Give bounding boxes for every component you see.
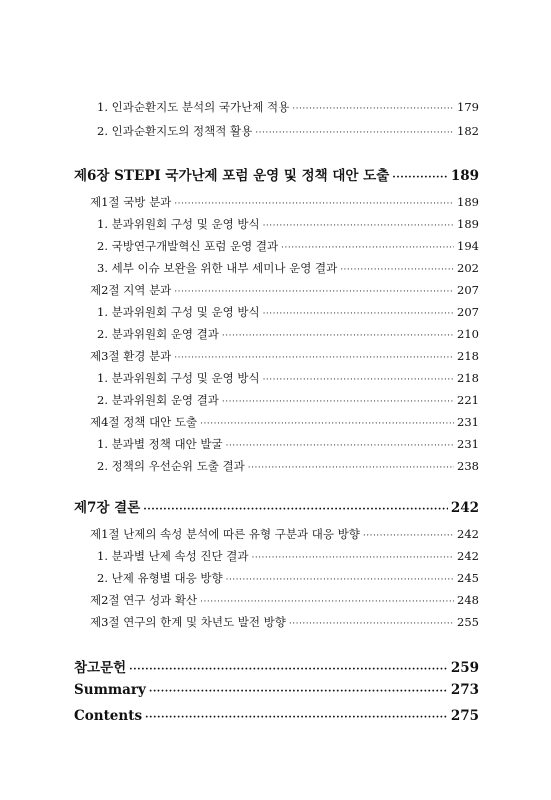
toc-entry-title: 2. 국방연구개발혁신 포럼 운영 결과 <box>97 239 279 253</box>
leader-dots <box>222 397 454 407</box>
chapter-title: 제7장 결론 <box>74 500 141 516</box>
toc-entry-title: 2. 분과위원회 운영 결과 <box>97 327 219 341</box>
chapter-page: 189 <box>450 168 479 184</box>
toc-entry-page: 218 <box>457 371 479 385</box>
leader-dots <box>129 664 448 675</box>
toc-entry-title: 1. 분과위원회 구성 및 운영 방식 <box>97 217 260 231</box>
toc-entry-page: 182 <box>457 124 479 138</box>
leader-dots <box>392 172 448 183</box>
leader-dots <box>145 712 448 723</box>
leader-dots <box>251 553 454 563</box>
toc-section[interactable] <box>0 348 551 364</box>
toc-entry-page: 189 <box>457 195 479 209</box>
leader-dots <box>226 441 454 451</box>
toc-entry-page: 179 <box>457 100 479 114</box>
toc-summary[interactable] <box>0 682 551 698</box>
toc-entry-page: 231 <box>457 415 479 429</box>
toc-entry[interactable] <box>0 216 551 232</box>
leader-dots <box>363 531 454 541</box>
toc-entry-title: 2. 정책의 우선순위 도출 결과 <box>97 459 245 473</box>
toc-section[interactable] <box>0 614 551 630</box>
toc-entry-page: 248 <box>457 593 479 607</box>
toc-entry[interactable] <box>0 99 551 115</box>
toc-entry[interactable] <box>0 370 551 386</box>
leader-dots <box>226 575 454 585</box>
leader-dots <box>174 199 454 209</box>
toc-section[interactable] <box>0 282 551 298</box>
toc-entry[interactable] <box>0 238 551 254</box>
leader-dots <box>340 265 454 275</box>
toc-entry[interactable] <box>0 570 551 586</box>
toc-entry-page: 207 <box>457 283 479 297</box>
toc-entry-title: 1. 인과순환지도 분석의 국가난제 적용 <box>97 100 290 114</box>
toc-entry-page: 255 <box>457 615 479 629</box>
toc-section[interactable] <box>0 592 551 608</box>
leader-dots <box>263 221 454 231</box>
chapter-page: 275 <box>450 708 479 724</box>
toc-entry-page: 245 <box>457 571 479 585</box>
leader-dots <box>248 463 454 473</box>
toc-entry-title: 제4절 정책 대안 도출 <box>90 415 198 429</box>
toc-entry-page: 202 <box>457 261 479 275</box>
leader-dots <box>289 619 454 629</box>
toc-entry-title: 제1절 국방 분과 <box>90 195 172 209</box>
toc-entry-title: 제3절 연구의 한계 및 차년도 발전 방향 <box>90 615 286 629</box>
toc-entry-title: 제1절 난제의 속성 분석에 따른 유형 구분과 대응 방향 <box>90 527 360 541</box>
toc-entry-title: 1. 분과위원회 구성 및 운영 방식 <box>97 305 260 319</box>
chapter-title: Contents <box>74 708 143 724</box>
toc-entry-title: 제3절 환경 분과 <box>90 349 172 363</box>
toc-section[interactable] <box>0 526 551 542</box>
toc-entry-title: 2. 난제 유형별 대응 방향 <box>97 571 223 585</box>
chapter-heading[interactable] <box>0 496 551 516</box>
toc-entry-title: 1. 분과별 정책 대안 발굴 <box>97 437 223 451</box>
toc-entry-title: 2. 인과순환지도의 정책적 활용 <box>97 124 253 138</box>
toc-entry-page: 207 <box>457 305 479 319</box>
chapter-title: 참고문헌 <box>74 660 127 676</box>
toc-entry-title: 2. 분과위원회 운영 결과 <box>97 393 219 407</box>
toc-entry[interactable] <box>0 436 551 452</box>
toc-entry-page: 238 <box>457 459 479 473</box>
toc-entry-title: 1. 분과위원회 구성 및 운영 방식 <box>97 371 260 385</box>
toc-entry-page: 221 <box>457 393 479 407</box>
leader-dots <box>222 331 454 341</box>
leader-dots <box>143 504 448 515</box>
leader-dots <box>255 128 454 138</box>
toc-references[interactable] <box>0 656 551 676</box>
toc-entry-page: 189 <box>457 217 479 231</box>
leader-dots <box>174 353 454 363</box>
leader-dots <box>174 287 454 297</box>
toc-entry-page: 194 <box>457 239 479 253</box>
toc-entry[interactable] <box>0 260 551 276</box>
chapter-heading[interactable] <box>0 164 551 184</box>
chapter-title: Summary <box>74 682 146 698</box>
toc-entry-title: 1. 분과별 난제 속성 진단 결과 <box>97 549 249 563</box>
toc-entry-page: 231 <box>457 437 479 451</box>
chapter-title: 제6장 STEPI 국가난제 포럼 운영 및 정책 대안 도출 <box>74 168 390 184</box>
toc-entry-page: 242 <box>457 527 479 541</box>
chapter-page: 242 <box>450 500 479 516</box>
leader-dots <box>200 419 454 429</box>
leader-dots <box>263 309 454 319</box>
toc-entry[interactable] <box>0 304 551 320</box>
toc-section[interactable] <box>0 194 551 210</box>
toc-entry-title: 제2절 지역 분과 <box>90 283 172 297</box>
leader-dots <box>292 104 454 114</box>
toc-entry[interactable] <box>0 326 551 342</box>
leader-dots <box>281 243 454 253</box>
toc-entry-title: 제2절 연구 성과 확산 <box>90 593 198 607</box>
toc-entry[interactable] <box>0 548 551 564</box>
toc-entry-page: 210 <box>457 327 479 341</box>
toc-entry-page: 242 <box>457 549 479 563</box>
leader-dots <box>149 686 448 697</box>
chapter-page: 273 <box>450 682 479 698</box>
toc-entry[interactable] <box>0 123 551 139</box>
toc-contents[interactable] <box>0 708 551 724</box>
toc-entry-title: 3. 세부 이슈 보완을 위한 내부 세미나 운영 결과 <box>97 261 338 275</box>
leader-dots <box>200 597 454 607</box>
toc-entry-page: 218 <box>457 349 479 363</box>
toc-section[interactable] <box>0 414 551 430</box>
toc-entry[interactable] <box>0 458 551 474</box>
toc-entry[interactable] <box>0 392 551 408</box>
chapter-page: 259 <box>450 660 479 676</box>
leader-dots <box>263 375 454 385</box>
